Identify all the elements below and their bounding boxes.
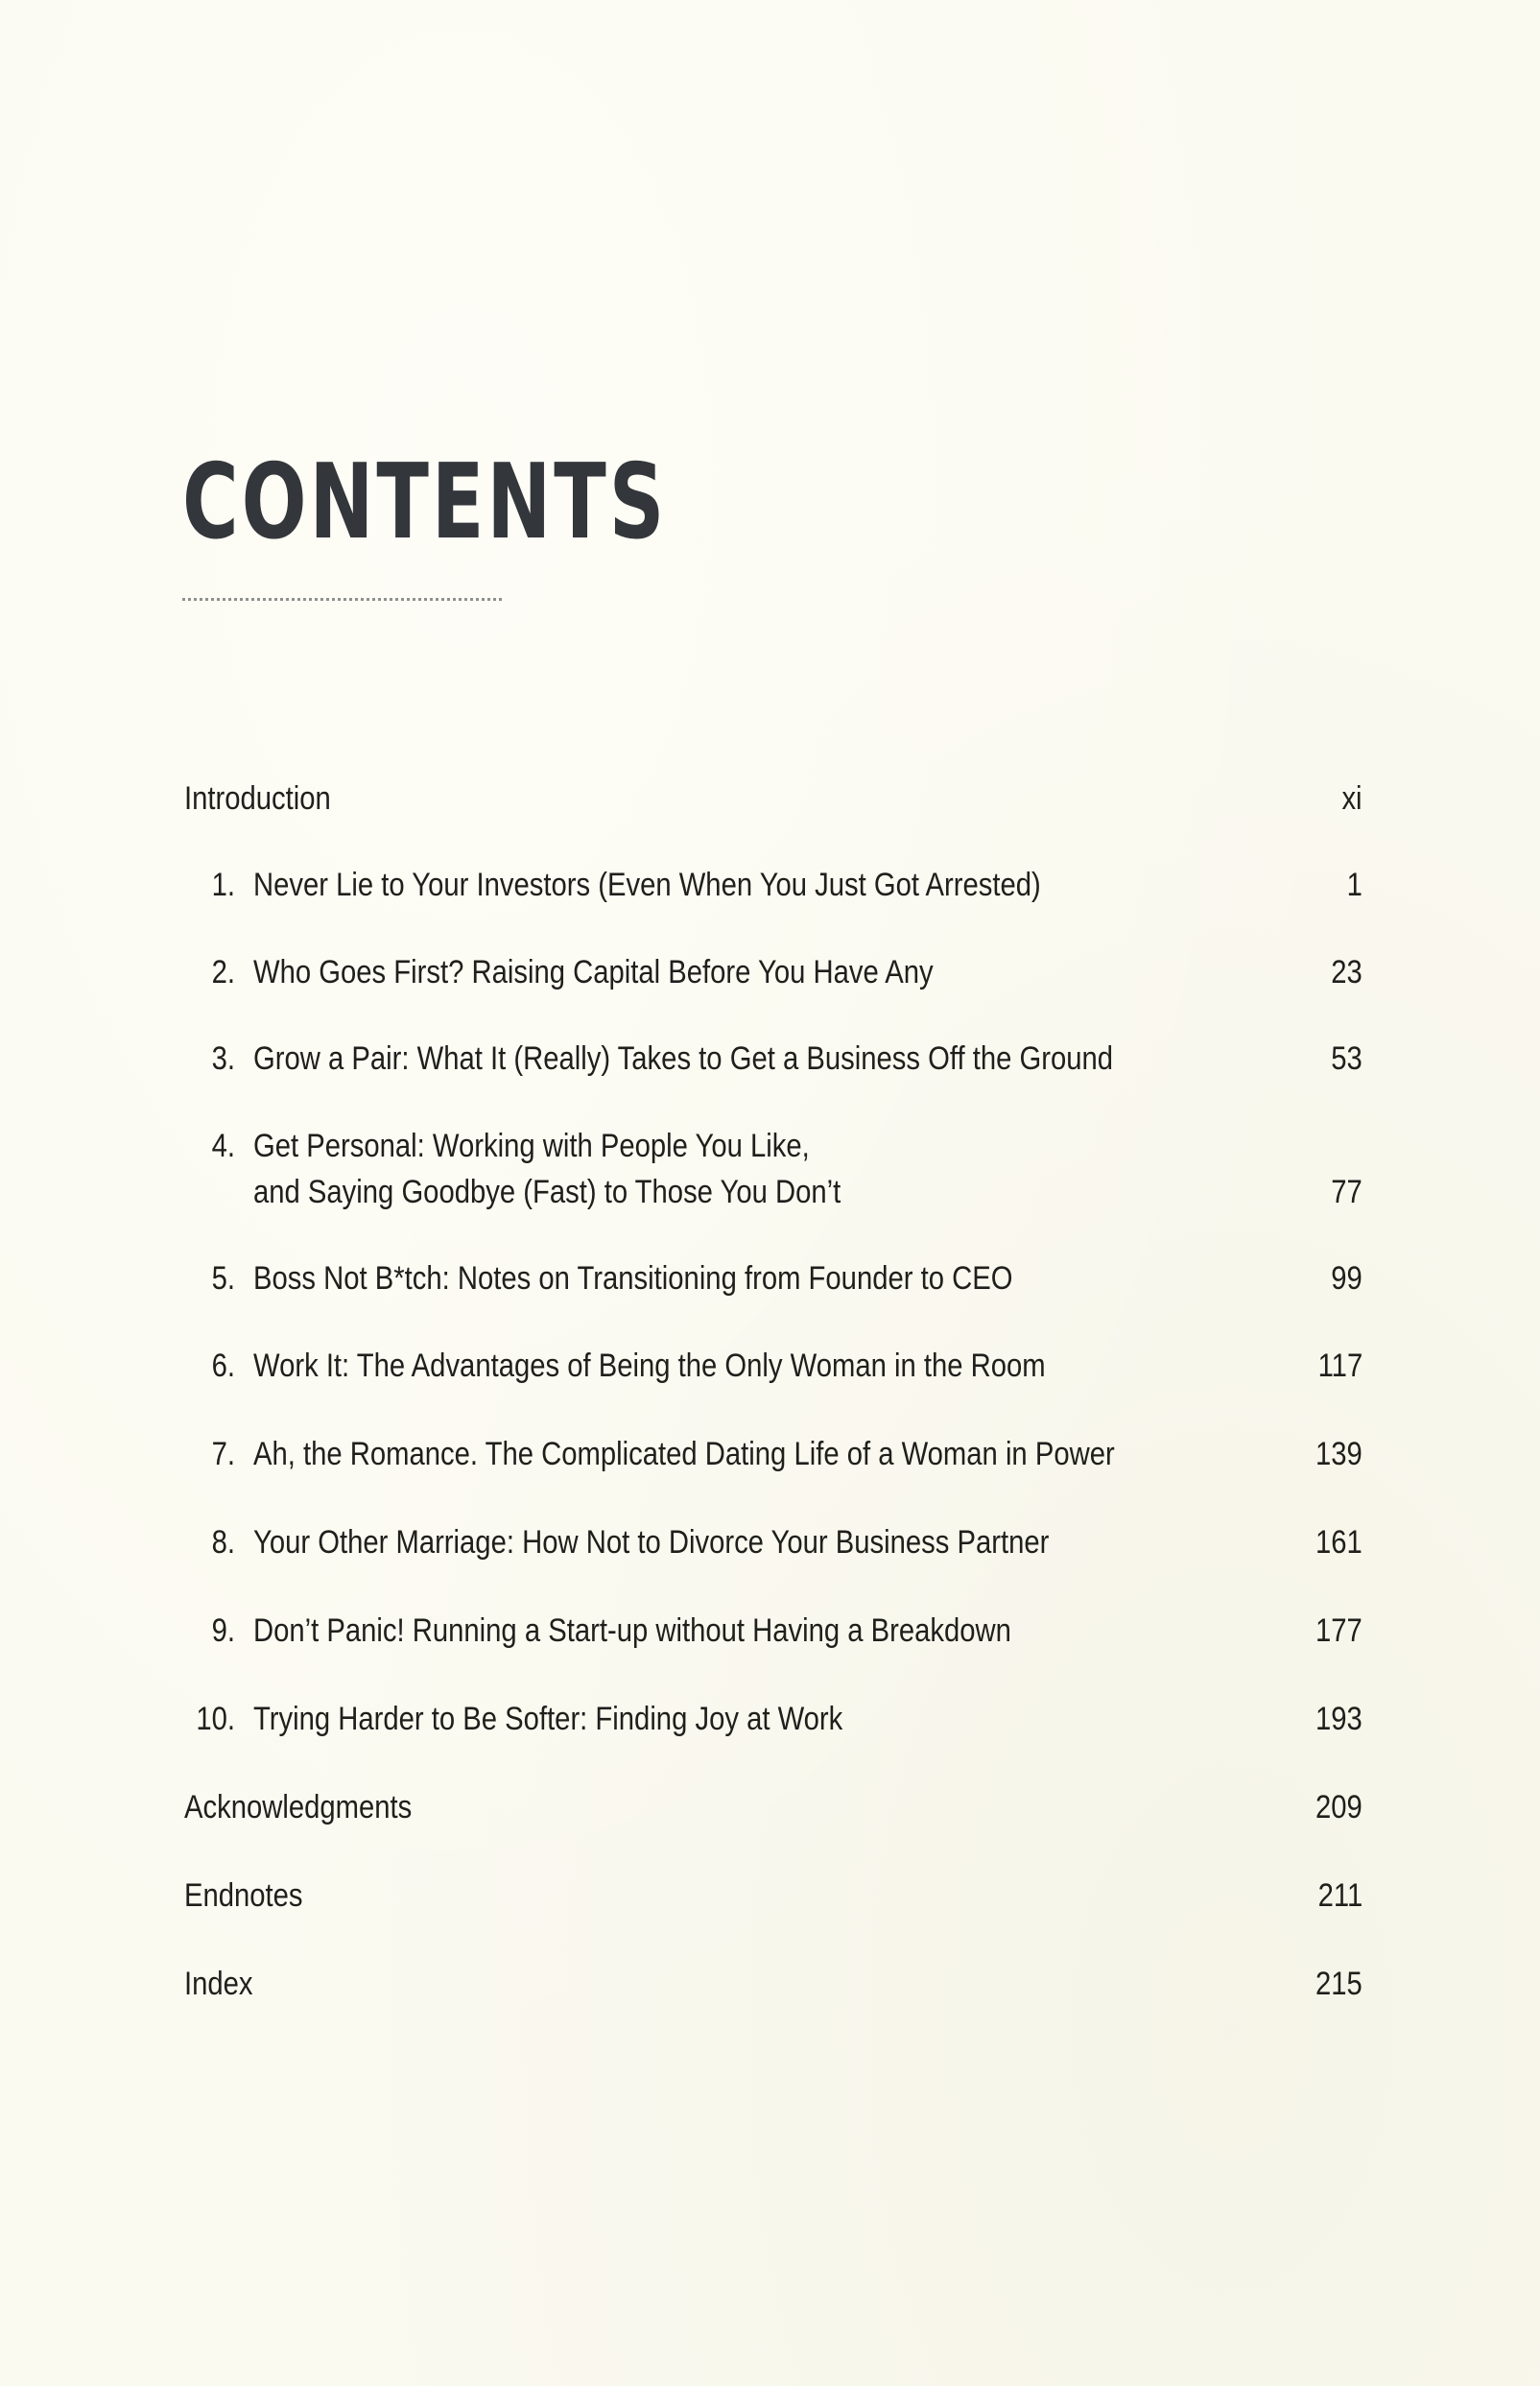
toc-entry-chapter-5 bbox=[182, 1255, 1362, 1342]
toc-entry-title: Your Other Marriage: How Not to Divorce Your Business Partner bbox=[253, 1524, 1050, 1561]
toc-entry-endnotes bbox=[182, 1873, 1362, 1959]
toc-entry-chapter-8 bbox=[182, 1519, 1362, 1606]
toc-entry-title-line-2: and Saying Goodbye (Fast) to Those You Don’t bbox=[253, 1174, 841, 1210]
toc-entry-number: 7. bbox=[211, 1436, 235, 1472]
toc-entry-chapter-1 bbox=[182, 862, 1362, 948]
toc-entry-number: 6. bbox=[211, 1348, 235, 1384]
toc-entry-number: 4. bbox=[211, 1128, 235, 1164]
toc-entry-page: 53 bbox=[1331, 1040, 1362, 1077]
toc-entry-number: 1. bbox=[211, 867, 235, 903]
toc-entry-acknowledgments bbox=[182, 1784, 1362, 1871]
toc-entry-page: 139 bbox=[1315, 1436, 1362, 1472]
toc-entry-chapter-10 bbox=[182, 1696, 1362, 1782]
toc-entry-page: xi bbox=[1341, 780, 1362, 817]
toc-entry-index bbox=[182, 1961, 1362, 2047]
toc-entry-number: 5. bbox=[211, 1260, 235, 1297]
toc-entry-title: Trying Harder to Be Softer: Finding Joy at Work bbox=[253, 1701, 843, 1737]
toc-entry-title: Never Lie to Your Investors (Even When You Just Got Arrested) bbox=[253, 867, 1041, 903]
toc-entry-page: 193 bbox=[1315, 1701, 1362, 1737]
toc-entry-title: Ah, the Romance. The Complicated Dating Life of a Woman in Power bbox=[253, 1436, 1115, 1472]
toc-entry-title: Grow a Pair: What It (Really) Takes to Get a Business Off the Ground bbox=[253, 1040, 1113, 1077]
toc-entry-number: 10. bbox=[196, 1701, 235, 1737]
toc-entry-chapter-3 bbox=[182, 1036, 1362, 1122]
toc-entry-title: Acknowledgments bbox=[184, 1789, 413, 1825]
toc-entry-title: Introduction bbox=[184, 780, 331, 817]
toc-entry-page: 161 bbox=[1315, 1524, 1362, 1561]
toc-entry-number: 8. bbox=[211, 1524, 235, 1561]
toc-entry-page: 211 bbox=[1317, 1877, 1362, 1914]
toc-entry-chapter-9 bbox=[182, 1608, 1362, 1694]
toc-entry-page: 177 bbox=[1315, 1612, 1362, 1649]
toc-entry-title: Endnotes bbox=[184, 1877, 303, 1914]
toc-entry-chapter-2 bbox=[182, 949, 1362, 1036]
toc-entry-title: Boss Not B*tch: Notes on Transitioning from Founder to CEO bbox=[253, 1260, 1013, 1297]
toc-entry-page: 1 bbox=[1346, 867, 1362, 903]
toc-entry-title: Who Goes First? Raising Capital Before You Have Any bbox=[253, 954, 934, 990]
toc-entry-page: 209 bbox=[1315, 1789, 1362, 1825]
toc-entry-title: Index bbox=[184, 1966, 253, 2002]
toc-entry-title-line-1: Get Personal: Working with People You Like, bbox=[253, 1128, 810, 1164]
toc-entry-number: 3. bbox=[211, 1040, 235, 1077]
contents-heading: CONTENTS bbox=[182, 442, 668, 562]
toc-entry-number: 9. bbox=[211, 1612, 235, 1649]
toc-entry-page: 23 bbox=[1331, 954, 1362, 990]
toc-entry-chapter-6 bbox=[182, 1343, 1362, 1429]
toc-entry-page: 77 bbox=[1331, 1174, 1362, 1210]
toc-entry-chapter-4 bbox=[182, 1123, 1362, 1257]
toc-entry-chapter-7 bbox=[182, 1431, 1362, 1517]
toc-entry-page: 215 bbox=[1315, 1966, 1362, 2002]
toc-entry-page: 117 bbox=[1317, 1348, 1362, 1384]
toc-entry-title: Don’t Panic! Running a Start-up without Having a Breakdown bbox=[253, 1612, 1011, 1649]
toc-entry-title bbox=[253, 1123, 841, 1215]
toc-entry-number: 2. bbox=[211, 954, 235, 990]
toc-entry-title: Work It: The Advantages of Being the Only Woman in the Room bbox=[253, 1348, 1046, 1384]
toc-entry-page: 99 bbox=[1331, 1260, 1362, 1297]
toc-entry-introduction bbox=[182, 775, 1362, 862]
